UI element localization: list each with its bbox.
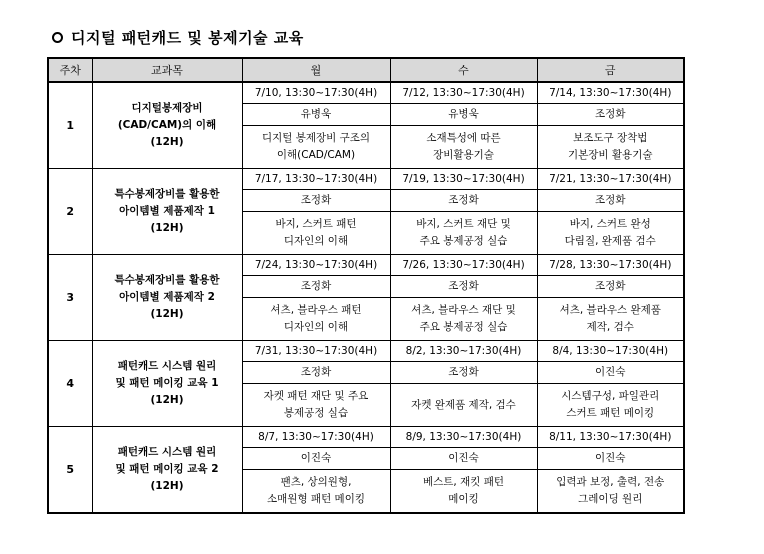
topic-line: 셔츠, 블라우스 완제품 — [559, 304, 661, 316]
topic-line: 이해(CAD/CAM) — [276, 149, 356, 161]
topic-line: 바지, 스커트 완성 — [569, 218, 651, 230]
topic-line: 장비활용기술 — [433, 149, 494, 161]
topic-line: 디지털 봉제장비 구조의 — [261, 132, 371, 144]
topic-line: 셔츠, 블라우스 재단 및 — [411, 304, 516, 316]
mon-date: 7/17, 13:30~17:30(4H) — [242, 169, 390, 190]
header-mon: 월 — [242, 58, 390, 82]
week-number: 1 — [48, 82, 92, 169]
date-row — [48, 255, 684, 276]
course-line: 특수봉제장비를 활용한 — [114, 274, 220, 286]
date-row — [48, 82, 684, 104]
course-name — [92, 427, 242, 514]
wed-topic — [390, 470, 537, 514]
topic-line: 디자인의 이해 — [283, 321, 349, 333]
fri-date: 8/11, 13:30~17:30(4H) — [537, 427, 684, 448]
wed-date: 7/12, 13:30~17:30(4H) — [390, 82, 537, 104]
course-line: 아이템별 제품제작 2 — [119, 291, 215, 303]
fri-topic — [537, 470, 684, 514]
course-line: 및 패턴 메이킹 교육 2 — [115, 463, 219, 475]
topic-line: 디자인의 이해 — [283, 235, 349, 247]
date-row — [48, 427, 684, 448]
mon-date: 8/7, 13:30~17:30(4H) — [242, 427, 390, 448]
week-number: 5 — [48, 427, 92, 514]
course-name — [92, 255, 242, 341]
topic-line: 자켓 완제품 제작, 검수 — [411, 398, 516, 411]
mon-teacher: 조정화 — [242, 276, 390, 298]
wed-teacher: 이진숙 — [390, 448, 537, 470]
wed-date: 7/26, 13:30~17:30(4H) — [390, 255, 537, 276]
header-course: 교과목 — [92, 58, 242, 82]
topic-line: 시스템구성, 파일관리 — [561, 390, 660, 402]
topic-line: 팬츠, 상의원형, — [280, 476, 352, 488]
wed-topic — [390, 384, 537, 427]
wed-topic — [390, 212, 537, 255]
topic-line: 봉제공정 실습 — [283, 407, 349, 419]
mon-date: 7/10, 13:30~17:30(4H) — [242, 82, 390, 104]
course-line: 특수봉제장비를 활용한 — [114, 188, 220, 200]
wed-teacher: 조정화 — [390, 276, 537, 298]
header-fri: 금 — [537, 58, 684, 82]
topic-line: 셔츠, 블라우스 패턴 — [270, 304, 362, 316]
week-number: 2 — [48, 169, 92, 255]
topic-line: 바지, 스커트 패턴 — [275, 218, 357, 230]
fri-teacher: 조정화 — [537, 276, 684, 298]
mon-topic — [242, 126, 390, 169]
course-line: (12H) — [150, 136, 184, 148]
course-line: (12H) — [150, 480, 184, 492]
topic-line: 소재특성에 따른 — [426, 132, 501, 144]
wed-date: 8/9, 13:30~17:30(4H) — [390, 427, 537, 448]
topic-line: 메이킹 — [448, 493, 479, 505]
fri-teacher: 이진숙 — [537, 362, 684, 384]
fri-teacher: 조정화 — [537, 104, 684, 126]
course-line: (12H) — [150, 308, 184, 320]
course-line: (12H) — [150, 394, 184, 406]
course-line: (CAD/CAM)의 이해 — [117, 119, 217, 131]
mon-teacher: 조정화 — [242, 362, 390, 384]
fri-date: 7/28, 13:30~17:30(4H) — [537, 255, 684, 276]
fri-date: 8/4, 13:30~17:30(4H) — [537, 341, 684, 362]
topic-line: 주요 봉제공정 실습 — [419, 321, 508, 333]
topic-line: 제작, 검수 — [586, 321, 634, 333]
header-wed: 수 — [390, 58, 537, 82]
header-week: 주차 — [48, 58, 92, 82]
mon-date: 7/24, 13:30~17:30(4H) — [242, 255, 390, 276]
topic-line: 다림질, 완제품 검수 — [564, 235, 656, 247]
course-name — [92, 169, 242, 255]
mon-teacher: 이진숙 — [242, 448, 390, 470]
mon-topic — [242, 298, 390, 341]
course-line: (12H) — [150, 222, 184, 234]
topic-line: 바지, 스커트 재단 및 — [416, 218, 511, 230]
fri-teacher: 조정화 — [537, 190, 684, 212]
course-line: 패턴캐드 시스템 원리 — [117, 446, 217, 458]
topic-line: 그레이딩 원리 — [578, 493, 643, 505]
topic-line: 입력과 보정, 출력, 전송 — [556, 476, 665, 488]
document-title — [52, 26, 304, 48]
circle-bullet-icon — [52, 32, 63, 43]
wed-topic — [390, 298, 537, 341]
course-name — [92, 341, 242, 427]
mon-date: 7/31, 13:30~17:30(4H) — [242, 341, 390, 362]
week-number: 3 — [48, 255, 92, 341]
topic-line: 스커트 패턴 메이킹 — [566, 407, 655, 419]
fri-teacher: 이진숙 — [537, 448, 684, 470]
mon-topic — [242, 212, 390, 255]
course-line: 패턴캐드 시스템 원리 — [117, 360, 217, 372]
mon-teacher: 조정화 — [242, 190, 390, 212]
topic-line: 주요 봉제공정 실습 — [419, 235, 508, 247]
wed-date: 8/2, 13:30~17:30(4H) — [390, 341, 537, 362]
topic-line: 베스트, 재킷 패턴 — [422, 476, 504, 488]
topic-line: 기본장비 활용기술 — [568, 149, 653, 161]
course-line: 및 패턴 메이킹 교육 1 — [115, 377, 219, 389]
mon-topic — [242, 384, 390, 427]
topic-line: 소매원형 패턴 메이킹 — [267, 493, 365, 505]
topic-line: 자켓 패턴 재단 및 주요 — [263, 390, 369, 402]
fri-topic — [537, 298, 684, 341]
date-row — [48, 341, 684, 362]
mon-teacher: 유병욱 — [242, 104, 390, 126]
date-row — [48, 169, 684, 190]
schedule-table — [47, 57, 685, 514]
fri-date: 7/14, 13:30~17:30(4H) — [537, 82, 684, 104]
fri-topic — [537, 212, 684, 255]
title-text: 디지털 패턴캐드 및 봉제기술 교육 — [71, 28, 304, 47]
wed-teacher: 조정화 — [390, 190, 537, 212]
topic-line: 보조도구 장착법 — [573, 132, 648, 144]
wed-date: 7/19, 13:30~17:30(4H) — [390, 169, 537, 190]
week-number: 4 — [48, 341, 92, 427]
header-row — [48, 58, 684, 82]
course-line: 디지털봉제장비 — [131, 102, 203, 114]
wed-teacher: 유병욱 — [390, 104, 537, 126]
fri-topic — [537, 126, 684, 169]
fri-date: 7/21, 13:30~17:30(4H) — [537, 169, 684, 190]
course-line: 아이템별 제품제작 1 — [119, 205, 215, 217]
wed-teacher: 조정화 — [390, 362, 537, 384]
wed-topic — [390, 126, 537, 169]
fri-topic — [537, 384, 684, 427]
course-name — [92, 82, 242, 169]
mon-topic — [242, 470, 390, 514]
